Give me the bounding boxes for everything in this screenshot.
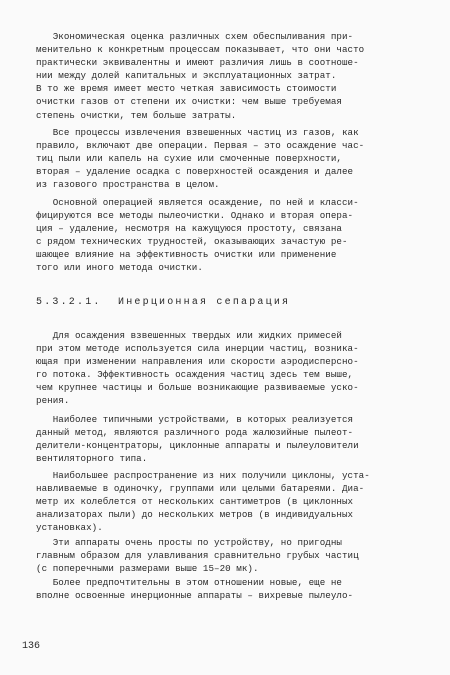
paragraph-simple-devices: Эти аппараты очень просты по устройству, но пригодны главным образом для улавливания сравнительно грубых частиц (с поперечными размерами выше 15–20 мк). xyxy=(36,537,359,575)
paragraph-cyclones: Наибольшее распространение из них получили циклоны, уста- навливаемые в одиночку, группами или целыми батареями. Диа- метр их колеблется от нескольких сантиметров (в циклонных анализаторах пыли) до нескольких метров (в индивидуальных установках). xyxy=(36,470,370,534)
paragraph-extraction-processes: Все процессы извлечения взвешенных частиц из газов, как правило, включают две операции. Первая – это осаждение час- тиц пыли или капель на сухие или смоченные поверхности, вторая – удаление осадка с поверхностей осаждения и далее из газового пространства в целом. xyxy=(36,127,365,191)
section-heading: 5.3.2.1. Инерционная сепарация xyxy=(36,297,291,308)
paragraph-vortex-devices: Более предпочтительны в этом отношении новые, еще не вполне освоенные инерционные аппараты – вихревые пылеуло- xyxy=(36,577,354,602)
paragraph-typical-devices: Наиболее типичными устройствами, в которых реализуется данный метод, являются различного рода жалюзийные пылеот- делители-концентраторы, циклонные аппараты и пылеуловители вентиляторного типа. xyxy=(36,414,359,465)
page-number: 136 xyxy=(22,641,41,652)
paragraph-inertial-method: Для осаждения взвешенных твердых или жидких примесей при этом методе используется сила инерции частиц, возника- ющая при изменении направления или скорости аэродисперсно- го потока. Эффективность осаждения частиц здесь тем выше, чем крупнее частицы и больше возникающие развиваемые уско- рения. xyxy=(36,330,359,407)
paragraph-economic-assessment: Экономическая оценка различных схем обеспыливания при- менительно к конкретным процессам показывает, что они часто практически эквивалентны и имеют различия лишь в соотноше- нии между долей капитальных и эксплуатационных затрат. В то же время имеет место четкая зависимость стоимости очистки газов от степени их очистки: чем выше требуемая степень очистки, тем больше затраты. xyxy=(36,31,365,121)
paragraph-main-operation: Основной операцией является осаждение, по ней и класси- фицируются все методы пылеочистки. Однако и вторая опера- ция – удаление, несмотря на кажущуюся простоту, связана с рядом технических трудностей, оказывающих зачастую ре- шающее влияние на эффективность очистки или применение того или иного метода очистки. xyxy=(36,197,359,274)
